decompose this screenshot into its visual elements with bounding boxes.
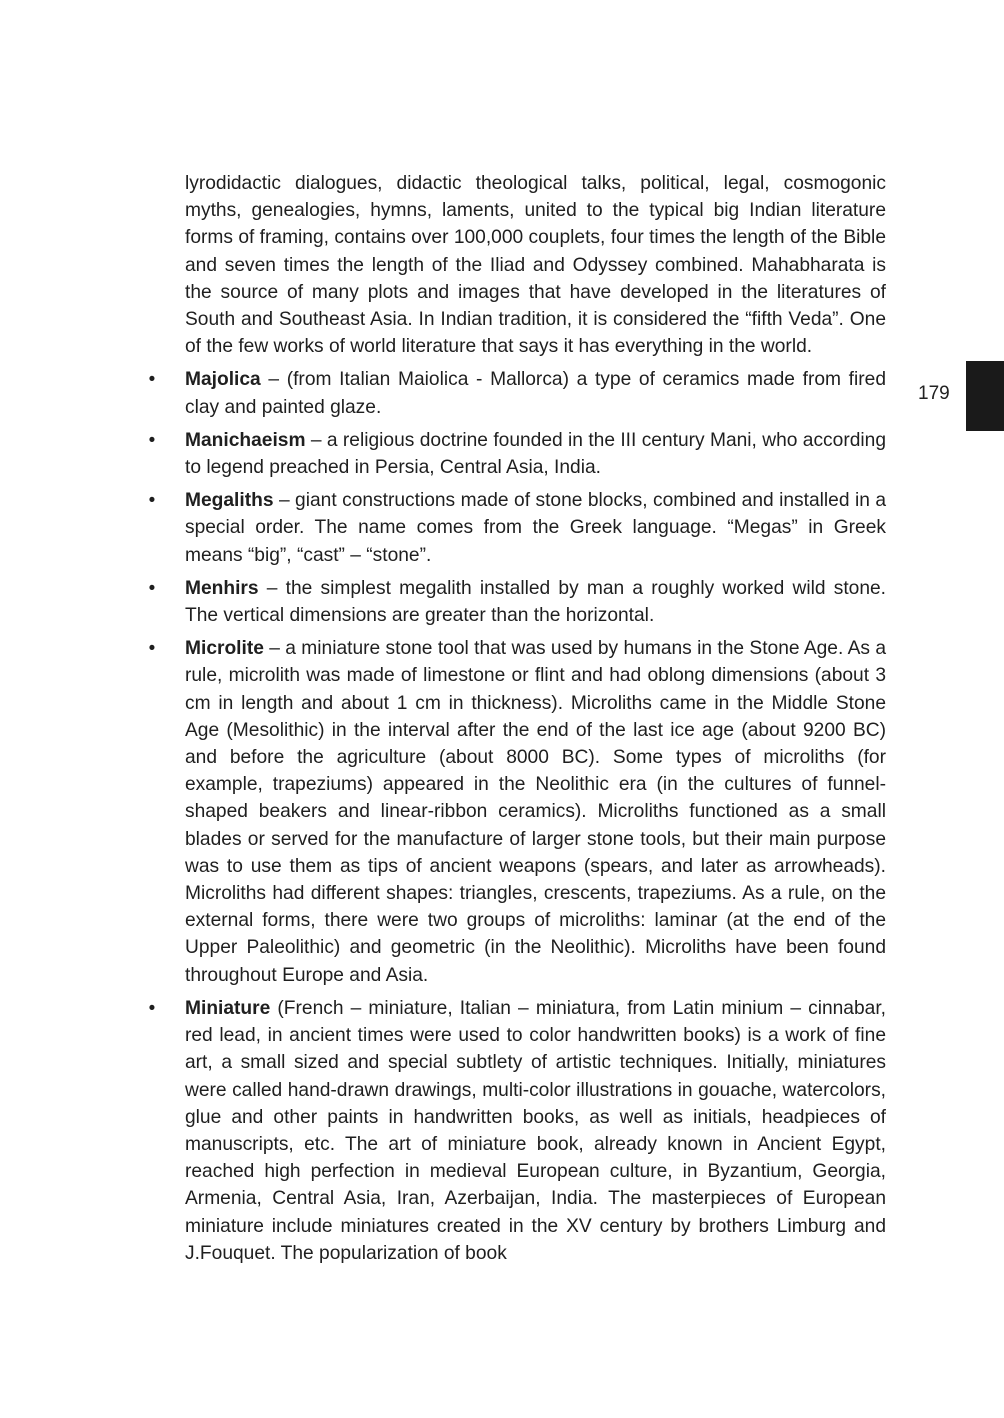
glossary-entry-majolica [148, 366, 886, 420]
glossary-definition: – giant constructions made of stone blocks, combined and installed in a special order. The name comes from the Greek language. “Megas” in Greek means “big”, “cast” – “stone”. [185, 490, 886, 566]
glossary-term: Menhirs [185, 577, 259, 599]
bullet-icon: • [148, 577, 156, 599]
bullet-icon: • [148, 369, 156, 391]
glossary-list [148, 366, 886, 1267]
thumb-index-tab [966, 361, 1004, 431]
glossary-entry-megaliths [148, 487, 886, 569]
glossary-term: Manichaeism [185, 429, 306, 451]
glossary-term: Megaliths [185, 490, 274, 512]
glossary-entry-manichaeism [148, 427, 886, 481]
bullet-icon: • [148, 429, 156, 451]
glossary-term: Majolica [185, 369, 261, 391]
bullet-icon: • [148, 997, 156, 1019]
glossary-definition: – a religious doctrine founded in the III century Mani, who according to legend preached in Persia, Central Asia, India. [185, 429, 886, 479]
glossary-definition: – the simplest megalith installed by man a roughly worked wild stone. The vertical dimensions are greater than the horizontal. [185, 577, 886, 627]
glossary-term: Miniature [185, 997, 271, 1019]
glossary-definition: (French – miniature, Italian – miniatura, from Latin minium – cinnabar, red lead, in ancient times were used to color handwritten books) is a work of fine art, a small sized and special subtlety of artistic techniques. Initially, miniatures were called hand-drawn drawings, multi-color illustrations in gouache, watercolors, glue and other paints in handwritten books, as well as initials, headpieces of manuscripts, etc. The art of miniature book, already known in Ancient Egypt, reached high perfection in medieval European culture, in Byzantium, Georgia, Armenia, Central Asia, Iran, Azerbaijan, India. The masterpieces of European miniature include miniatures created in the XV century by brothers Limburg and J.Fouquet. The popularization of book [185, 997, 886, 1264]
glossary-definition: – (from Italian Maiolica - Mallorca) a type of ceramics made from fired clay and painted glaze. [185, 369, 886, 418]
glossary-entry-microlite [148, 635, 886, 989]
page-number: 179 [918, 383, 950, 404]
bullet-icon: • [148, 638, 156, 660]
glossary-term: Microlite [185, 638, 264, 660]
glossary-definition: – a miniature stone tool that was used by humans in the Stone Age. As a rule, microlith was made of limestone or flint and had oblong dimensions (about 3 cm in length and about 1 cm in thickness). Microliths came in the Middle Stone Age (Mesolithic) in the interval after the end of the last ice age (about 9200 BC) and before the agriculture (about 8000 BC). Some types of microliths (for example, trapeziums) appeared in the Neolithic era (in the cultures of funnel-shaped beakers and linear-ribbon ceramics). Microliths functioned as a small blades or served for the manufacture of larger stone tools, but their main purpose was to use them as tips of ancient weapons (spears, and later as arrowheads). Microliths had different shapes: triangles, crescents, trapeziums. As a rule, on the external forms, there were two groups of microliths: laminar (at the end of the Upper Paleolithic) and geometric (in the Neolithic). Microliths have been found throughout Europe and Asia. [185, 638, 886, 986]
bullet-icon: • [148, 490, 156, 512]
glossary-entry-miniature [148, 995, 886, 1267]
intro-paragraph: lyrodidactic dialogues, didactic theological talks, political, legal, cosmogonic myths, genealogies, hymns, laments, united to the typical big Indian literature forms of framing, contains over 100,000 couplets, four times the length of the Bible and seven times the length of the Iliad and Odyssey combined. Mahabharata is the source of many plots and images that have developed in the literatures of South and Southeast Asia. In Indian tradition, it is considered the “fifth Veda”. One of the few works of world literature that says it has everything in the world. [185, 173, 886, 358]
glossary-entry-menhirs [148, 575, 886, 629]
page-body [148, 170, 886, 1273]
